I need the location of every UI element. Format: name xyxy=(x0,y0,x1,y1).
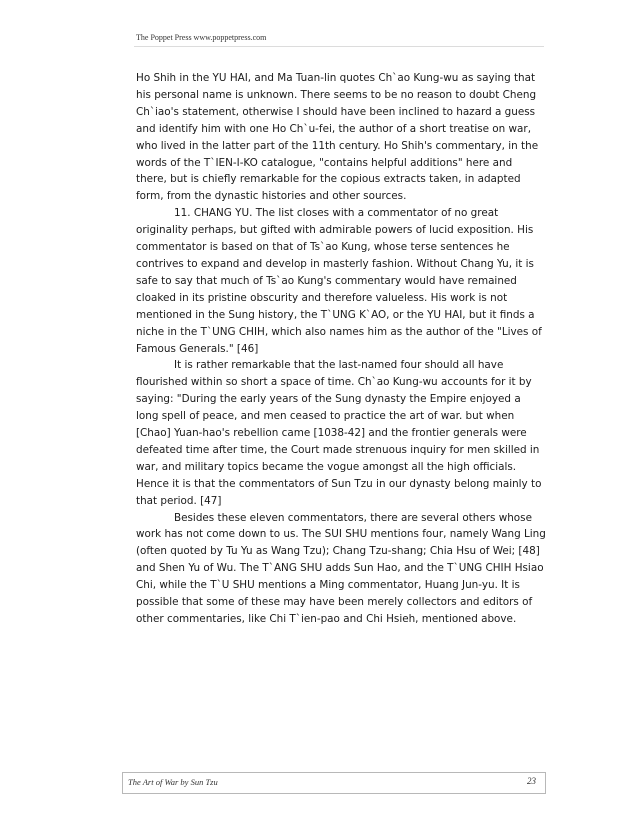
paragraph-3: It is rather remarkable that the last-named four should all have flourished within so short a space of time. Ch`ao Kung-wu accounts for it by saying: "During the early years of the Sung dynasty the Empire enjoyed a long spell of peace, and men ceased to practice the art of war. but when [Chao] Yuan-hao's rebellion came [1038-42] and the frontier generals were defeated time after time, the Court made strenuous inquiry for men skilled in war, and military topics became the vogue amongst all the high officials. Hence it is that the commentators of Sun Tzu in our dynasty belong mainly to that period. [47] xyxy=(136,359,542,507)
page-number: 23 xyxy=(527,776,536,786)
paragraph-2: 11. CHANG YU. The list closes with a commentator of no great originality perhaps, but gifted with admirable powers of lucid exposition. His commentator is based on that of Ts`ao Kung, whose terse sentences he contrives to expand and develop in masterly fashion. Without Chang Yu, it is safe to say that much of Ts`ao Kung's commentary would have remained cloaked in its pristine obscurity and therefore valueless. His work is not mentioned in the Sung history, the T`UNG K`AO, or the YU HAI, but it finds a niche in the T`UNG CHIH, which also names him as the author of the "Lives of Famous Generals." [46] xyxy=(136,207,542,355)
footer-book-title: The Art of War by Sun Tzu xyxy=(128,777,218,787)
page-body xyxy=(136,70,546,628)
paragraph-1: Ho Shih in the YU HAI, and Ma Tuan-lin quotes Ch`ao Kung-wu as saying that his personal name is unknown. There seems to be no reason to doubt Cheng Ch`iao's statement, otherwise I should have been inclined to hazard a guess and identify him with one Ho Ch`u-fei, the author of a short treatise on war, who lived in the latter part of the 11th century. Ho Shih's commentary, in the words of the T`IEN-I-KO catalogue, "contains helpful additions" here and there, but is chiefly remarkable for the copious extracts taken, in adapted form, from the dynastic histories and other sources. xyxy=(136,72,539,203)
paragraph-4: Besides these eleven commentators, there are several others whose work has not come down to us. The SUI SHU mentions four, namely Wang Ling (often quoted by Tu Yu as Wang Tzu); Chang Tzu-shang; Chia Hsu of Wei; [48] and Shen Yu of Wu. The T`ANG SHU adds Sun Hao, and the T`UNG CHIH Hsiao Chi, while the T`U SHU mentions a Ming commentator, Huang Jun-yu. It is possible that some of these may have been merely collectors and editors of other commentaries, like Chi T`ien-pao and Chi Hsieh, mentioned above. xyxy=(136,511,546,625)
header-divider xyxy=(134,46,544,47)
running-header: The Poppet Press www.poppetpress.com xyxy=(136,33,267,42)
